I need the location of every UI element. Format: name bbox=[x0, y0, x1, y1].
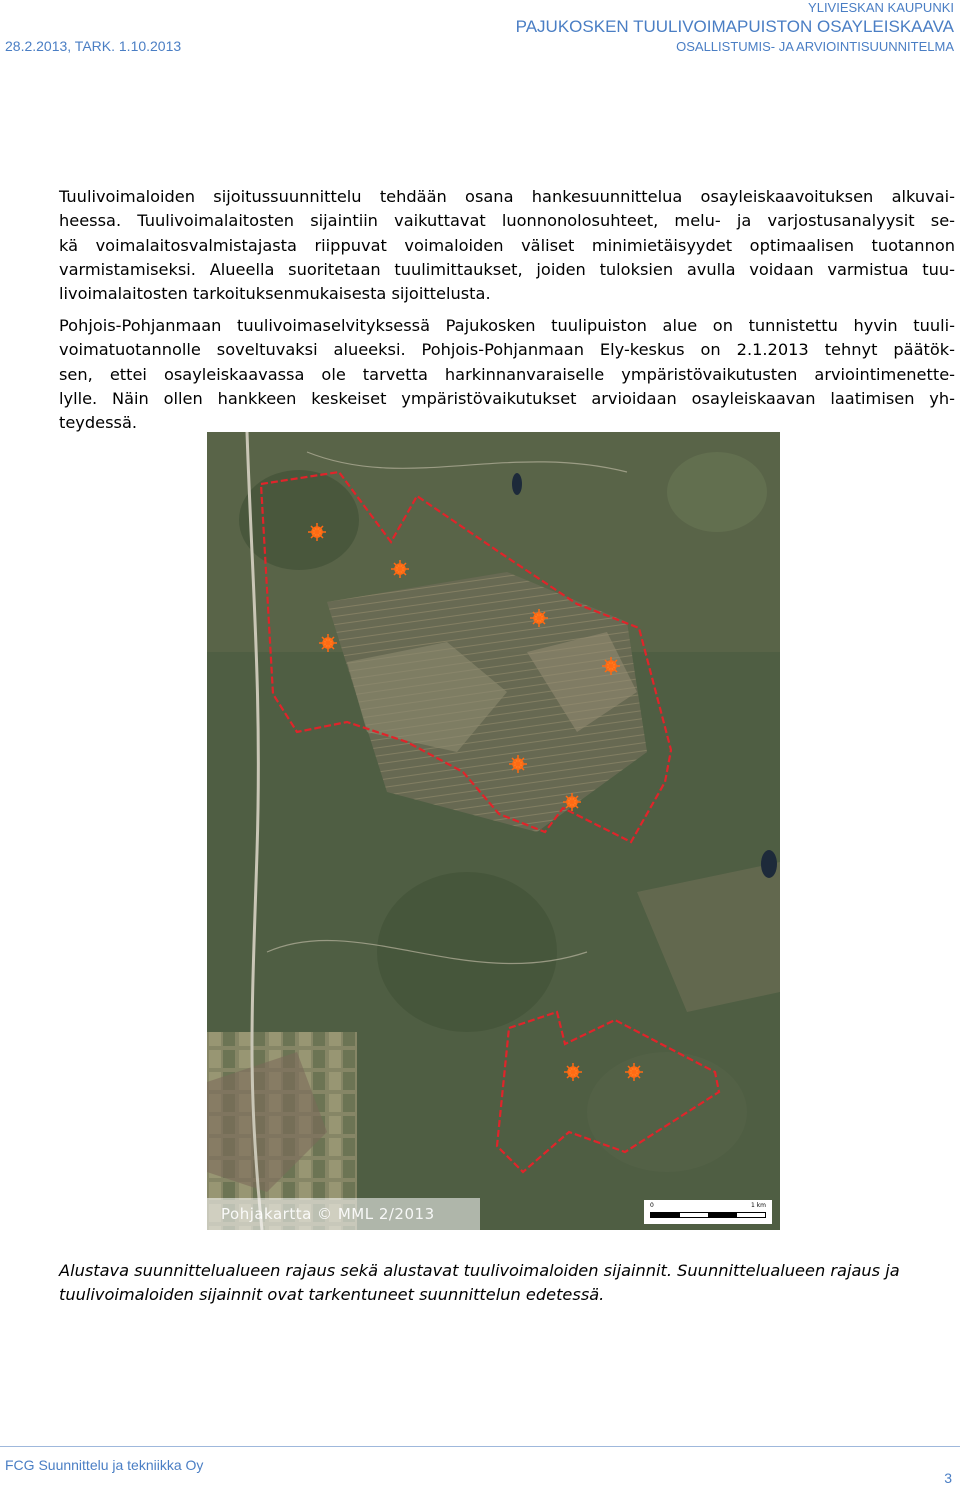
text-line: sen, ettei osayleiskaavassa ole tarvetta harkinnanvaraiselle ympäristövaikutusten arviointimenette- bbox=[59, 364, 955, 384]
text-line: livoimalaitosten tarkoituksenmukaisesta sijoittelusta. bbox=[59, 284, 491, 304]
text-line: Tuulivoimaloiden sijoitussuunnittelu tehdään osana hankesuunnittelua osayleiskaavoituksen alkuvai- bbox=[59, 187, 955, 206]
header-city: YLIVIESKAN KAUPUNKI bbox=[808, 0, 954, 15]
header-title: PAJUKOSKEN TUULIVOIMAPUISTON OSAYLEISKAAVA bbox=[515, 17, 954, 36]
map-credit: Pohjakartta © MML 2/2013 bbox=[207, 1198, 480, 1230]
aerial-map-image bbox=[207, 432, 780, 1230]
header-subtitle: OSALLISTUMIS- JA ARVIOINTISUUNNITELMA bbox=[676, 39, 954, 54]
figure-caption: Alustava suunnittelualueen rajaus sekä alustavat tuulivoimaloiden sijainnit. Suunnittelualueen rajaus ja tuulivoimaloiden sijainnit ovat tarkentuneet suunnittelun edetessä. bbox=[59, 1261, 900, 1304]
footer-divider bbox=[0, 1446, 960, 1447]
scale-bar bbox=[644, 1200, 772, 1224]
aerial-map bbox=[207, 432, 780, 1230]
scale-segment bbox=[651, 1213, 680, 1217]
text-line: kä voimalaitosvalmistajasta riippuvat voimaloiden väliset minimietäisyydet optimaalisen tuotannon bbox=[59, 235, 955, 255]
scale-start-label: 0 bbox=[650, 1202, 654, 1209]
scale-track bbox=[650, 1212, 766, 1218]
text-line: teydessä. bbox=[59, 413, 138, 433]
scale-end-label: 1 km bbox=[750, 1202, 766, 1209]
text-line: lylle. Näin ollen hankkeen keskeiset ympäristövaikutukset arvioidaan osayleiskaavan laatimisen yh- bbox=[59, 388, 955, 408]
page-number: 3 bbox=[944, 1470, 952, 1486]
paragraph-2 bbox=[59, 314, 955, 435]
scale-segment bbox=[708, 1213, 737, 1217]
text-line: heessa. Tuulivoimalaitosten sijaintiin vaikuttavat luonnonolosuhteet, melu- ja varjostusanalyysit se- bbox=[59, 211, 955, 231]
header-date: 28.2.2013, TARK. 1.10.2013 bbox=[5, 38, 182, 54]
paragraph-1 bbox=[59, 185, 955, 306]
footer-company: FCG Suunnittelu ja tekniikka Oy bbox=[5, 1457, 204, 1473]
text-line: voimatuotannolle soveltuvaksi alueeksi. Pohjois-Pohjanmaan Ely-keskus on 2.1.2013 tehnyt päätök- bbox=[59, 340, 955, 360]
text-line: Pohjois-Pohjanmaan tuulivoimaselvityksessä Pajukosken tuulipuiston alue on tunnistettu hyvin tuuli- bbox=[59, 316, 955, 335]
text-line: varmistamiseksi. Alueella suoritetaan tuulimittaukset, joiden tuloksien avulla voidaan varmistua tuu- bbox=[59, 259, 955, 279]
